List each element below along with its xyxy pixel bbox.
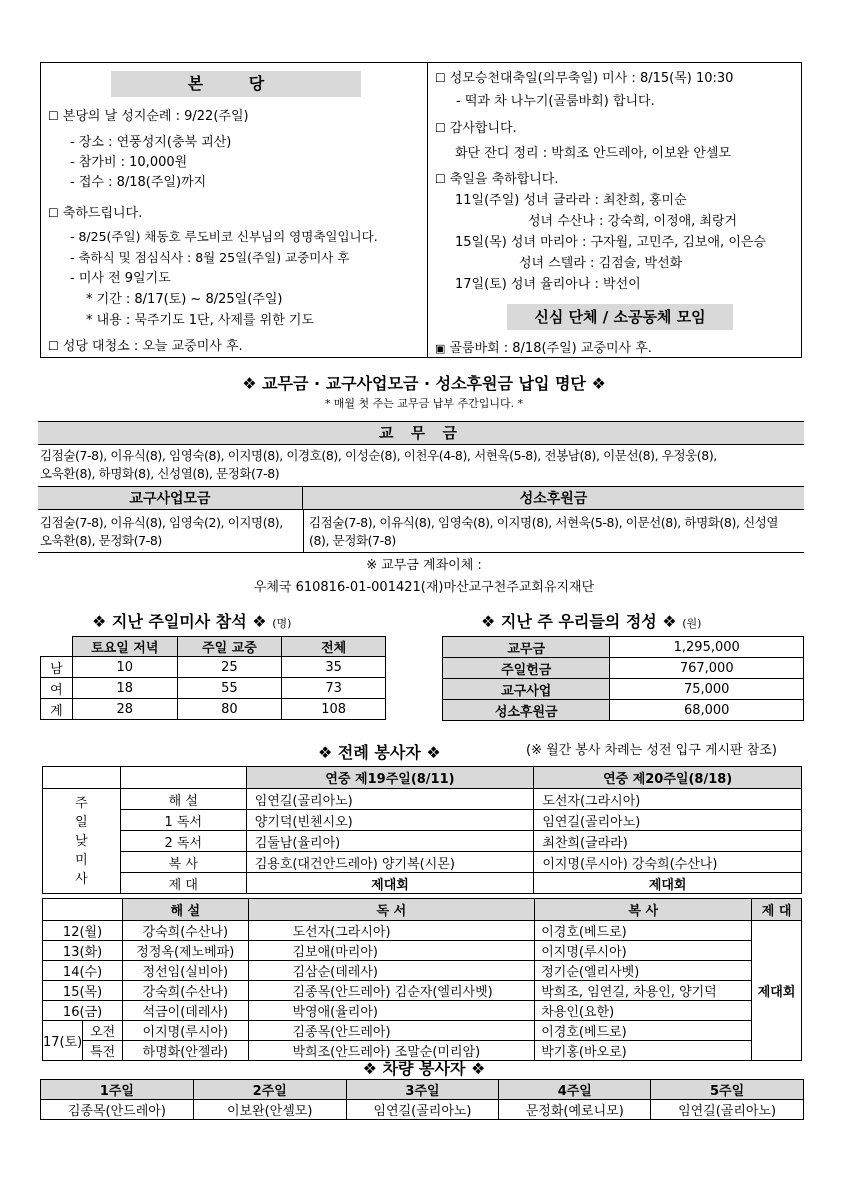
mass-type-label: 오전 [83,1021,123,1041]
gyomugeum-line: 김점술(7-8), 이유식(8), 임영숙(8), 이지명(8), 이경호(8), 이성순(8), 이천우(4-8), 서현욱(5-8), 전봉남(8), 이문선(8), 우정웅(8), [40,448,717,463]
attendance-cell: 18 [72,678,177,699]
finance-label: 교구사업 [443,679,610,700]
assumption-item: ☐ 성모승천대축일(의무축일) 미사 : 8/15(목) 10:30 [435,71,734,86]
finance-value: 68,000 [610,700,804,721]
offerings-title: ❖ 교무금 · 교구사업모금 · 성소후원금 납입 명단 ❖ [242,374,606,393]
role-label: 해 설 [120,789,246,810]
attendance-table [40,636,386,720]
liturgy-cell: 정선임(실비아) [123,961,248,981]
liturgy-cell: 김삼순(데레사) [248,961,535,981]
weekday-header: 제 대 [752,899,802,921]
altar-cell: 제대회 [752,921,802,1061]
congrats-title: 축하드립니다. [62,206,143,221]
attendance-cell: 남 [41,657,73,678]
attendance-cell: 55 [177,678,282,699]
liturgy-cell: 정정옥(제노베파) [123,941,248,961]
attendance-cell: 108 [282,699,386,720]
attendance-cell: 여 [41,678,73,699]
diocese-line: 오욱환(8), 문정화(7-8) [40,533,162,548]
vocation-header: 성소후원금 [303,486,804,510]
attendance-header: 주일 교중 [177,637,282,657]
day-label: 17(토) [43,1021,83,1061]
vehicle-volunteer: 김종목(안드레아) [41,1100,194,1120]
mass-type-label: 특전 [83,1041,123,1061]
table-row [43,852,802,873]
attendance-cell: 28 [72,699,177,720]
liturgy-cell: 이지명(루시아) 강숙희(수산나) [534,852,802,873]
vehicle-volunteer: 임연길(골리아노) [346,1100,499,1120]
liturgy-cell: 양기덕(빈첸시오) [246,810,534,831]
congrats-line: - 축하식 및 점심식사 : 8월 25일(주일) 교중미사 후 [70,250,350,265]
table-row [41,657,386,678]
week20-header: 연중 제20주일(8/18) [534,767,802,789]
feast-line: 17일(토) 성녀 율리아나 : 박선이 [455,277,641,292]
pilgrimage-item: ☐ 본당의 날 성지순례 : 9/22(주일) [48,109,249,124]
gyomugeum-line: 오욱환(8), 하명화(8), 신성열(8), 문정화(7-8) [40,466,280,481]
table-row [43,981,802,1001]
table-row [43,831,802,852]
vehicle-volunteer: 임연길(골리아노) [651,1100,804,1120]
table-row [43,961,802,981]
attendance-unit: (명) [272,617,292,630]
liturgy-cell: 박영애(율리아) [248,1001,535,1021]
liturgy-cell: 이지명(루시아) [535,941,752,961]
liturgy-cell: 김둘남(율리아) [246,831,534,852]
day-label: 13(화) [43,941,123,961]
liturgy-cell: 박기홍(바오로) [535,1041,752,1061]
sunday-liturgy-table [42,766,802,894]
vehicle-volunteer: 문정화(예로니모) [499,1100,651,1120]
feast-line: 성녀 스텔라 : 김점술, 박선화 [519,256,683,271]
sunday-mass-label-text: 주일낮미사 [75,795,88,887]
parish-header: 본 당 [111,71,361,97]
liturgy-cell: 제대회 [246,873,534,894]
vocation-line: 김점술(7-8), 이유식(8), 임영숙(8), 이지명(8), 서현욱(5-8), 이문선(8), 하명화(8), 신성열 [309,515,779,530]
offerings-note: * 매월 첫 주는 교무금 납부 주간입니다. * [324,397,524,410]
day-label: 14(수) [43,961,123,981]
sunday-corner [120,767,246,789]
liturgy-title: ❖ 전례 봉사자 ❖ [318,743,441,762]
attendance-cell: 35 [282,657,386,678]
liturgy-cell: 도선자(그라시아) [534,789,802,810]
liturgy-cell: 강숙희(수산나) [123,921,248,941]
liturgy-cell: 도선자(그라시아) [248,921,535,941]
day-label: 12(월) [43,921,123,941]
diocese-header: 교구사업모금 [38,486,303,510]
finance-value: 1,295,000 [610,637,804,658]
cleaning-text: 성당 대청소 : 오늘 교중미사 후. [62,339,243,354]
diocese-line: 김점술(7-8), 이유식(8), 임영숙(2), 이지명(8), [40,515,283,530]
table-row [43,1021,802,1041]
vehicle-week-header: 5주일 [651,1080,804,1100]
congrats-line: - 미사 전 9일기도 [70,271,171,286]
weekday-header: 복 사 [535,899,752,921]
feast-line: 11일(주일) 성녀 글라라 : 최찬희, 홍미순 [455,193,687,208]
pilgrimage-title: 본당의 날 성지순례 : 9/22(주일) [62,109,249,124]
day-label: 15(목) [43,981,123,1001]
table-row [41,699,386,720]
vehicle-week-header: 4주일 [499,1080,651,1100]
liturgy-cell: 제대회 [534,873,802,894]
congrats-line: * 내용 : 묵주기도 1단, 사제를 위한 기도 [86,313,315,328]
role-label: 복 사 [120,852,246,873]
vehicle-week-header: 3주일 [346,1080,499,1100]
liturgy-cell: 김종목(안드레아) 김순자(엘리사벳) [248,981,535,1001]
notice-box-divider [427,62,428,358]
congrats-line: - 8/25(주일) 채동호 루도비코 신부님의 영명축일입니다. [70,229,378,244]
vehicle-table [40,1079,804,1120]
liturgy-cell: 강숙희(수산나) [123,981,248,1001]
attendance-header: 토요일 저녁 [72,637,177,657]
vehicle-week-header: 2주일 [193,1080,346,1100]
attendance-cell: 10 [72,657,177,678]
vocation-line: (8), 문정화(7-8) [309,533,396,548]
thanks-item: ☐ 감사합니다. [435,121,517,136]
liturgy-cell: 최찬희(글라라) [534,831,802,852]
weekday-liturgy-table [42,898,802,1061]
account-label: ※ 교무금 계좌이체 : [366,558,482,573]
thanks-title: 감사합니다. [449,121,517,136]
offerings-divider [303,510,304,552]
liturgy-cell: 임연길(골리아노) [534,810,802,831]
liturgy-cell: 이경호(베드로) [535,1021,752,1041]
role-label: 제 대 [120,873,246,894]
assumption-text: 성모승천대축일(의무축일) 미사 : 8/15(목) 10:30 [449,71,734,86]
finance-label: 주일헌금 [443,658,610,679]
finance-value: 767,000 [610,658,804,679]
thanks-line: 화단 잔디 정리 : 박희조 안드레아, 이보완 안셀모 [455,146,732,161]
feast-line: 성녀 수산나 : 강숙희, 이정애, 최랑거 [528,214,738,229]
assumption-sub: - 떡과 차 나누기(골룸바회) 합니다. [456,94,655,109]
gyomugeum-header: 교 무 금 [38,422,804,445]
table-row [43,1001,802,1021]
table-row [43,810,802,831]
sunday-corner [43,767,121,789]
role-label: 1 독서 [120,810,246,831]
liturgy-cell: 김용호(대건안드레아) 양기복(시몬) [246,852,534,873]
table-row [43,921,802,941]
table-row [43,873,802,894]
liturgy-cell: 차용인(요한) [535,1001,752,1021]
congrats-line: * 기간 : 8/17(토) ~ 8/25일(주일) [86,292,283,307]
table-row [443,700,804,721]
table-row [41,1100,804,1120]
liturgy-cell: 정기순(엘리사벳) [535,961,752,981]
liturgy-cell: 김보애(마리아) [248,941,535,961]
vehicle-title: ❖ 차량 봉사자 ❖ [362,1059,486,1078]
finance-title-text: ❖ 지난 주 우리들의 정성 ❖ [481,612,677,631]
liturgy-cell: 김종목(안드레아) [248,1021,535,1041]
pilgrimage-fee: - 참가비 : 10,000원 [70,155,188,170]
liturgy-cell: 석금이(데레사) [123,1001,248,1021]
account-number: 우체국 610816-01-001421(재)마산교구천주교회유지재단 [253,580,595,595]
weekday-corner [43,899,123,921]
finance-value: 75,000 [610,679,804,700]
weekday-header: 독 서 [248,899,535,921]
liturgy-note: (※ 월간 봉사 차례는 성전 입구 게시판 참조) [526,743,777,758]
attendance-corner [41,637,73,657]
finance-label: 성소후원금 [443,700,610,721]
groups-item: ▣ 골룸바회 : 8/18(주일) 교중미사 후. [435,341,652,356]
attendance-cell: 73 [282,678,386,699]
vehicle-week-header: 1주일 [41,1080,194,1100]
pilgrimage-signup: - 접수 : 8/18(주일)까지 [70,175,207,190]
liturgy-cell: 박희조, 임연길, 차용인, 양기덕 [535,981,752,1001]
feast-item: ☐ 축일을 축하합니다. [435,172,559,187]
vehicle-volunteer: 이보완(안셀모) [193,1100,346,1120]
table-row [443,637,804,658]
role-label: 2 독서 [120,831,246,852]
finance-table [442,636,804,721]
table-row [43,789,802,810]
attendance-cell: 80 [177,699,282,720]
table-row [443,679,804,700]
attendance-cell: 25 [177,657,282,678]
attendance-header: 전체 [282,637,386,657]
cleaning-item: ☐ 성당 대청소 : 오늘 교중미사 후. [48,339,243,354]
liturgy-cell: 임연길(골리아노) [246,789,534,810]
liturgy-cell: 이경호(베드로) [535,921,752,941]
liturgy-cell: 하명화(안젤라) [123,1041,248,1061]
table-row [443,658,804,679]
pilgrimage-place: - 장소 : 연풍성지(충북 괴산) [70,135,232,150]
finance-label: 교무금 [443,637,610,658]
feast-line: 15일(목) 성녀 마리아 : 구자월, 고민주, 김보애, 이은승 [455,235,766,250]
finance-unit: (원) [682,617,702,630]
week19-header: 연중 제19주일(8/11) [246,767,534,789]
liturgy-cell: 박희조(안드레아) 조말순(미리암) [248,1041,535,1061]
day-label: 16(금) [43,1001,123,1021]
table-row [43,941,802,961]
attendance-cell: 계 [41,699,73,720]
groups-header: 신심 단체 / 소공동체 모임 [507,304,733,330]
attendance-title-text: ❖ 지난 주일미사 참석 ❖ [92,612,267,631]
liturgy-cell: 이지명(루시아) [123,1021,248,1041]
congrats-item: ☐ 축하드립니다. [48,206,143,221]
groups-line: 골룸바회 : 8/18(주일) 교중미사 후. [449,341,652,356]
weekday-header: 해 설 [123,899,248,921]
table-row [41,678,386,699]
finance-title [481,609,701,632]
attendance-title [92,609,291,632]
sunday-mass-label [43,789,121,894]
feast-title: 축일을 축하합니다. [449,172,559,187]
